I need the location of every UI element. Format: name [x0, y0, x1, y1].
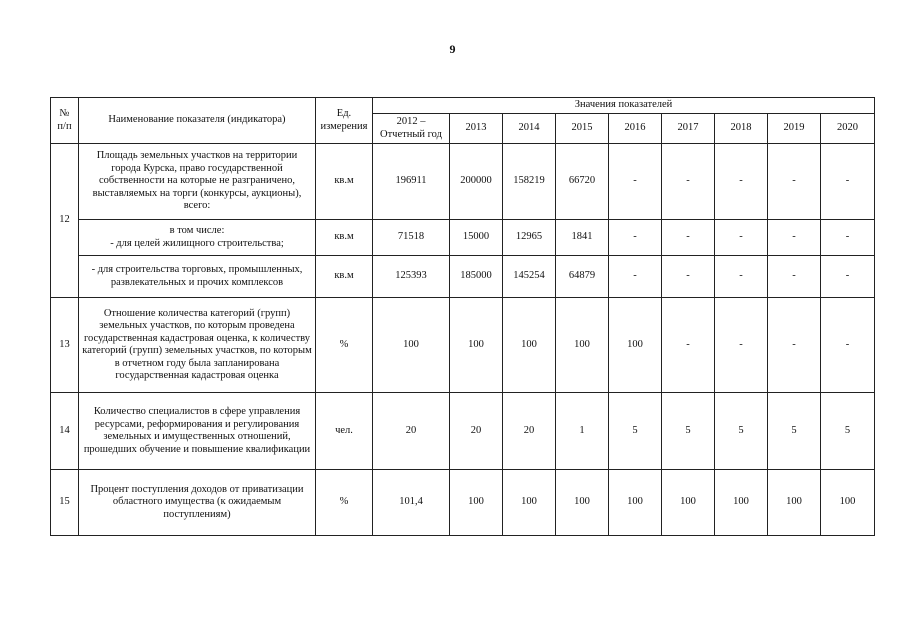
value-cell: 5 [715, 393, 768, 470]
value-cell: 100 [821, 470, 875, 536]
unit-cell: кв.м [316, 220, 373, 256]
header-num: № п/п [51, 98, 79, 144]
value-cell: 185000 [450, 256, 503, 298]
value-cell: 100 [609, 470, 662, 536]
header-year: 2013 [450, 114, 503, 144]
row-number: 15 [51, 470, 79, 536]
table-row [51, 220, 875, 256]
value-cell: - [662, 298, 715, 393]
value-cell: 5 [662, 393, 715, 470]
value-cell: 100 [556, 298, 609, 393]
page-number: 9 [449, 42, 456, 56]
value-cell: 15000 [450, 220, 503, 256]
indicators-table [50, 97, 875, 536]
value-cell: 5 [609, 393, 662, 470]
value-cell: 20 [373, 393, 450, 470]
value-cell: 1841 [556, 220, 609, 256]
value-cell: 200000 [450, 144, 503, 220]
table-row [51, 144, 875, 220]
value-cell: - [609, 256, 662, 298]
unit-cell: кв.м [316, 256, 373, 298]
value-cell: 145254 [503, 256, 556, 298]
table-row [51, 393, 875, 470]
value-cell: 5 [768, 393, 821, 470]
indicator-name: Площадь земельных участков на территории города Курска, право государственной собственности на которые не разграничено, выставляемых на торги (конкурсы, аукционы), всего: [79, 144, 316, 220]
value-cell: - [662, 144, 715, 220]
header-unit: Ед. измерения [316, 98, 373, 144]
table-row [51, 298, 875, 393]
value-cell: - [715, 256, 768, 298]
value-cell: 101,4 [373, 470, 450, 536]
header-year: 2018 [715, 114, 768, 144]
unit-cell: % [316, 470, 373, 536]
table-row [51, 256, 875, 298]
unit-cell: чел. [316, 393, 373, 470]
table-row [51, 470, 875, 536]
value-cell: - [768, 298, 821, 393]
unit-cell: кв.м [316, 144, 373, 220]
value-cell: 20 [450, 393, 503, 470]
indicator-name-line: - для целей жилищного строительства; [110, 237, 284, 249]
value-cell: 100 [715, 470, 768, 536]
value-cell: 71518 [373, 220, 450, 256]
value-cell: 100 [503, 470, 556, 536]
indicator-name: Процент поступления доходов от приватизации областного имущества (к ожидаемым поступлениям) [79, 470, 316, 536]
value-cell: 100 [609, 298, 662, 393]
row-number: 14 [51, 393, 79, 470]
header-year: 2012 – Отчетный год [373, 114, 450, 144]
value-cell: 100 [768, 470, 821, 536]
value-cell: - [662, 220, 715, 256]
value-cell: - [768, 256, 821, 298]
header-year: 2017 [662, 114, 715, 144]
header-year: 2019 [768, 114, 821, 144]
value-cell: - [715, 220, 768, 256]
value-cell: 1 [556, 393, 609, 470]
value-cell: 12965 [503, 220, 556, 256]
value-cell: - [768, 144, 821, 220]
value-cell: 158219 [503, 144, 556, 220]
indicator-name: Отношение количества категорий (групп) земельных участков, по которым проведена государственная кадастровая оценка, к количеству категорий (групп) земельных участков, по которым в отчетном году была запланирована государственная кадастровая оценка [79, 298, 316, 393]
indicator-name [79, 220, 316, 256]
value-cell: - [821, 298, 875, 393]
header-year: 2020 [821, 114, 875, 144]
value-cell: - [821, 256, 875, 298]
header-year: 2015 [556, 114, 609, 144]
value-cell: - [768, 220, 821, 256]
row-number: 13 [51, 298, 79, 393]
unit-cell: % [316, 298, 373, 393]
header-values: Значения показателей [373, 98, 875, 114]
value-cell: 100 [450, 298, 503, 393]
indicator-name-line: в том числе: [169, 225, 225, 236]
value-cell: 100 [556, 470, 609, 536]
indicator-name: Количество специалистов в сфере управления ресурсами, реформирования и регулирования земельных и имущественных отношений, прошедших обучение и повышение квалификации [79, 393, 316, 470]
value-cell: - [715, 298, 768, 393]
header-name: Наименование показателя (индикатора) [79, 98, 316, 144]
value-cell: 100 [373, 298, 450, 393]
header-year: 2014 [503, 114, 556, 144]
value-cell: 64879 [556, 256, 609, 298]
value-cell: 196911 [373, 144, 450, 220]
value-cell: - [821, 220, 875, 256]
value-cell: 66720 [556, 144, 609, 220]
value-cell: 20 [503, 393, 556, 470]
value-cell: 100 [450, 470, 503, 536]
value-cell: 100 [503, 298, 556, 393]
header-year: 2016 [609, 114, 662, 144]
value-cell: - [662, 256, 715, 298]
value-cell: - [609, 144, 662, 220]
indicator-name: - для строительства торговых, промышленных, развлекательных и прочих комплексов [79, 256, 316, 298]
row-number: 12 [51, 144, 79, 298]
value-cell: - [821, 144, 875, 220]
value-cell: - [715, 144, 768, 220]
value-cell: 5 [821, 393, 875, 470]
value-cell: 100 [662, 470, 715, 536]
value-cell: 125393 [373, 256, 450, 298]
value-cell: - [609, 220, 662, 256]
